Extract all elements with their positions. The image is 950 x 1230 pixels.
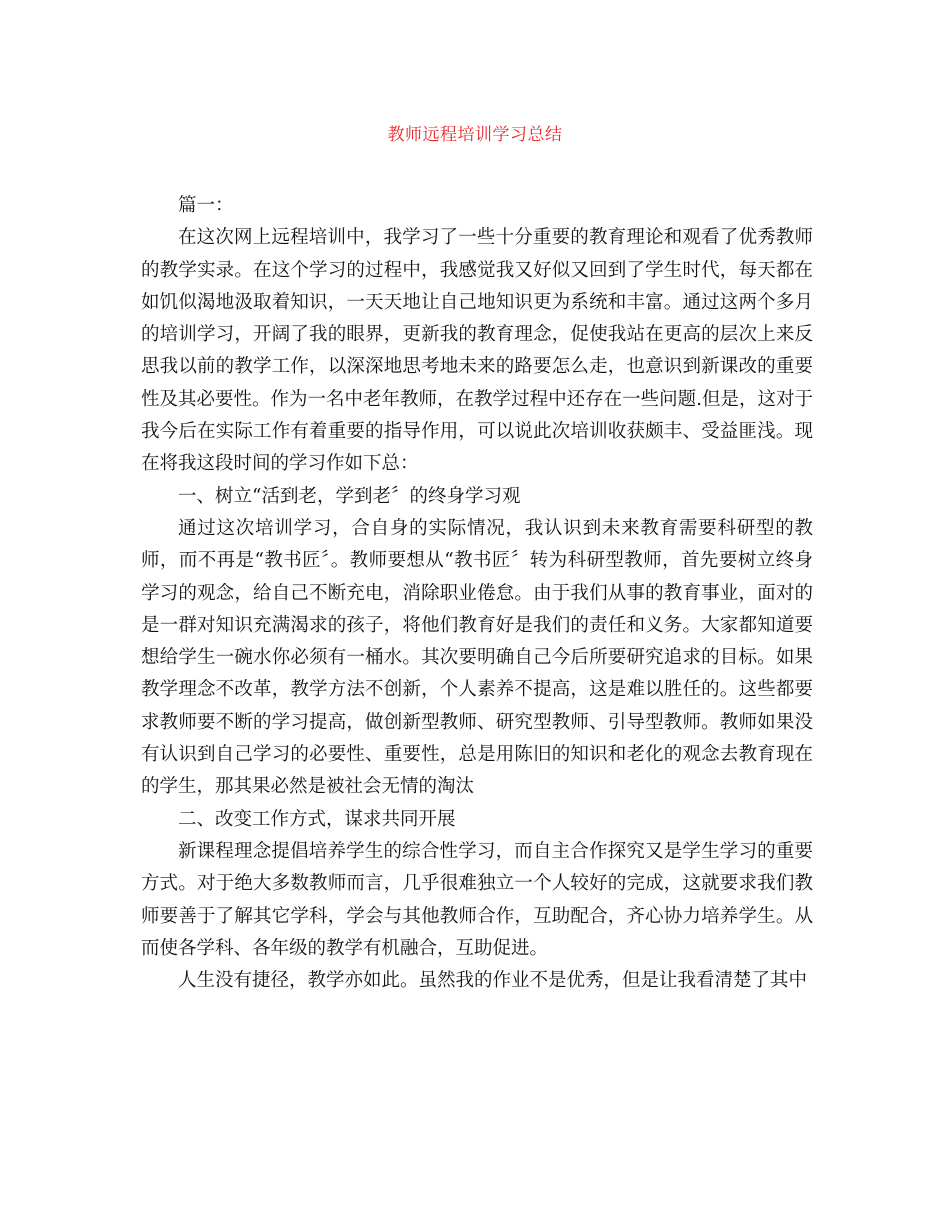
heading-two: 二、改变工作方式，谋求共同开展	[178, 808, 456, 830]
intro-paragraph: 在这次网上远程培训中，我学习了一些十分重要的教育理论和观看了优秀教师的教学实录。在这个学习的过程中，我感觉我又好似又回到了学生时代，每天都在如饥似渴地汲取着知识，一天天地让自己地知识更为系统和丰富。通过这两个多月的培训学习，开阔了我的眼界，更新我的教育理念，促使我站在更高的层次上来反思我以前的教学工作，以深深地思考地未来的路要怎么走，也意识到新课改的重要性及其必要性。作为一名中老年教师，在教学过程中还存在一些问题.但是，这对于我今后在实际工作有着重要的指导作用，可以说此次培训收获颇丰、受益匪浅。现在将我这段时间的学习作如下总：	[141, 227, 813, 475]
document-body	[141, 190, 813, 997]
paragraph-lifelong-learning: 通过这次培训学习，合自身的实际情况，我认识到未来教育需要科研型的教师，而不再是“教书匠〞。教师要想从“教书匠〞转为科研型教师，首先要树立终身学习的观念，给自己不断充电，消除职业倦怠。由于我们从事的教育事业，面对的是一群对知识充满渴求的孩子，将他们教育好是我们的责任和义务。大家都知道要想给学生一碗水你必须有一桶水。其次要明确自己今后所要研究追求的目标。如果教学理念不改革，教学方法不创新，个人素养不提高，这是难以胜任的。这些都要求教师要不断的学习提高，做创新型教师、研究型教师、引导型教师。教师如果没有认识到自己学习的必要性、重要性，总是用陈旧的知识和老化的观念去教育现在的学生，那其果必然是被社会无情的淘汰	[141, 517, 813, 798]
document-title: 教师远程培训学习总结	[387, 125, 563, 145]
paragraph-cooperation: 新课程理念提倡培养学生的综合性学习，而自主合作探究又是学生学习的重要方式。对于绝大多数教师而言，几乎很难独立一个人较好的完成，这就要求我们教师要善于了解其它学科，学会与其他教师合作，互助配合，齐心协力培养学生。从而使各学科、各年级的教学有机融合，互助促进。	[141, 840, 813, 959]
paragraph-closing: 人生没有捷径，教学亦如此。虽然我的作业不是优秀，但是让我看清楚了其中	[178, 970, 808, 992]
heading-one: 一、树立“活到老，学到老〞的终身学习观	[178, 485, 521, 507]
section-label: 篇一：	[178, 195, 234, 216]
